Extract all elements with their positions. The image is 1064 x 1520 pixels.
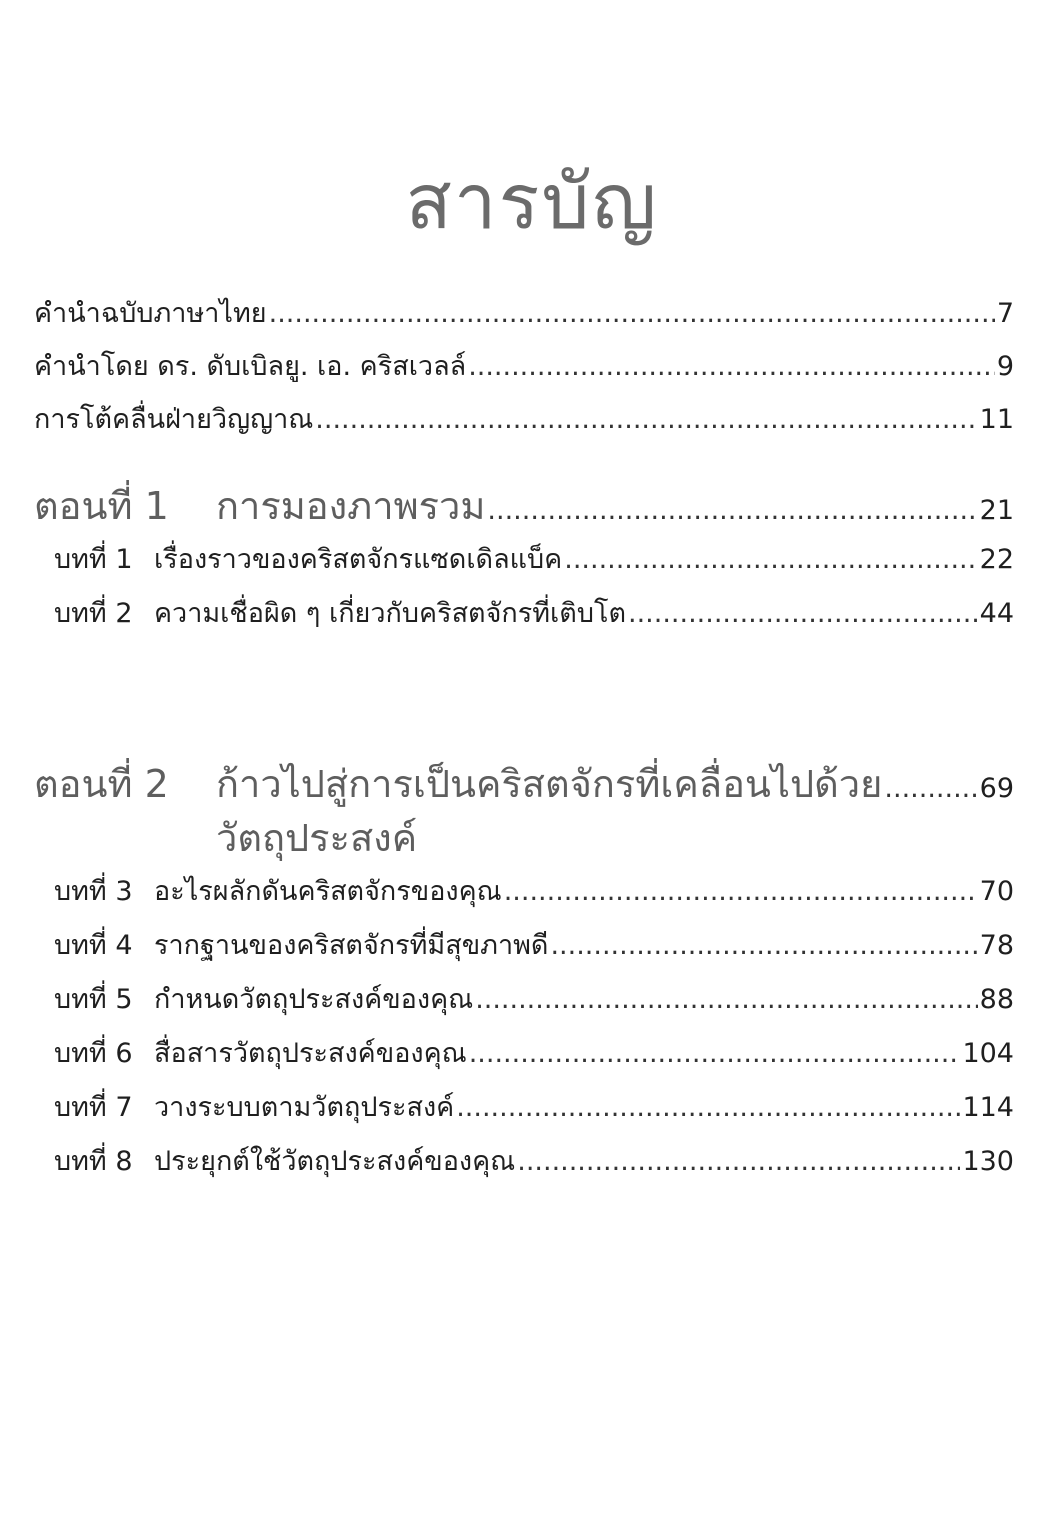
leader-dots — [517, 1142, 960, 1182]
toc-entry-label: การโต้คลื่นฝ่ายวิญญาณ — [34, 404, 314, 435]
leader-dots — [475, 980, 977, 1020]
leader-dots — [564, 540, 977, 580]
chapter-prefix: บทที่ 4 — [54, 930, 133, 961]
leader-dots — [550, 926, 977, 966]
page-title: สารบัญ — [405, 157, 659, 246]
chapter-page: 44 — [979, 598, 1014, 629]
chapter-page: 104 — [962, 1038, 1014, 1069]
leader-dots — [469, 1034, 961, 1074]
chapter-page: 114 — [962, 1092, 1014, 1123]
toc-entry-page: 9 — [996, 351, 1014, 382]
chapter-label: ความเชื่อผิด ๆ เกี่ยวกับคริสตจักรที่เติบโต — [154, 598, 626, 629]
part-page: 21 — [979, 495, 1014, 526]
toc-chapter-1[interactable] — [54, 540, 1014, 580]
leader-dots — [504, 872, 978, 912]
chapter-page: 130 — [962, 1146, 1014, 1177]
chapter-label: อะไรผลักดันคริสตจักรของคุณ — [154, 876, 502, 907]
toc-entry-label: คำนำโดย ดร. ดับเบิลยู. เอ. คริสเวลล์ — [34, 351, 467, 382]
chapter-prefix: บทที่ 3 — [54, 876, 133, 907]
leader-dots — [269, 294, 995, 334]
leader-dots — [628, 594, 978, 634]
chapter-label: กำหนดวัตถุประสงค์ของคุณ — [154, 984, 474, 1015]
toc-chapter-2[interactable] — [54, 594, 1014, 634]
chapter-page: 22 — [979, 544, 1014, 575]
chapter-prefix: บทที่ 2 — [54, 598, 133, 629]
toc-part-1[interactable] — [34, 480, 1014, 537]
chapter-prefix: บทที่ 7 — [54, 1092, 133, 1123]
toc-chapter-6[interactable] — [54, 1034, 1014, 1074]
toc-chapter-4[interactable] — [54, 926, 1014, 966]
part-title-continued: วัตถุประสงค์ — [216, 816, 418, 860]
toc-chapter-3[interactable] — [54, 872, 1014, 912]
part-title: ก้าวไปสู่การเป็นคริสตจักรที่เคลื่อนไปด้วย — [216, 762, 883, 806]
chapter-page: 70 — [979, 876, 1014, 907]
leader-dots — [456, 1088, 960, 1128]
toc-entry-surfing[interactable] — [34, 400, 1014, 440]
toc-chapter-5[interactable] — [54, 980, 1014, 1020]
toc-entry-page: 7 — [996, 298, 1014, 329]
chapter-prefix: บทที่ 6 — [54, 1038, 133, 1069]
part-tag: ตอนที่ 2 — [34, 762, 169, 806]
chapter-prefix: บทที่ 8 — [54, 1146, 133, 1177]
chapter-page: 78 — [979, 930, 1014, 961]
chapter-label: สื่อสารวัตถุประสงค์ของคุณ — [154, 1038, 467, 1069]
chapter-label: รากฐานของคริสตจักรที่มีสุขภาพดี — [154, 930, 549, 961]
toc-chapter-7[interactable] — [54, 1088, 1014, 1128]
chapter-prefix: บทที่ 5 — [54, 984, 133, 1015]
part-tag: ตอนที่ 1 — [34, 484, 169, 528]
chapter-label: ประยุกต์ใช้วัตถุประสงค์ของคุณ — [154, 1146, 516, 1177]
leader-dots — [315, 400, 977, 440]
toc-chapter-8[interactable] — [54, 1142, 1014, 1182]
chapter-label: วางระบบตามวัตถุประสงค์ — [154, 1092, 455, 1123]
leader-dots — [884, 763, 977, 815]
part-title: การมองภาพรวม — [216, 484, 486, 528]
toc-entry-preface-criswell[interactable] — [34, 347, 1014, 387]
chapter-page: 88 — [979, 984, 1014, 1015]
toc-entry-page: 11 — [979, 404, 1014, 435]
leader-dots — [468, 347, 995, 387]
toc-entry-preface-thai[interactable] — [34, 294, 1014, 334]
chapter-prefix: บทที่ 1 — [54, 544, 133, 575]
chapter-label: เรื่องราวของคริสตจักรแซดเดิลแบ็ค — [154, 544, 563, 575]
part-page: 69 — [979, 773, 1014, 804]
toc-entry-label: คำนำฉบับภาษาไทย — [34, 298, 267, 329]
leader-dots — [487, 485, 977, 537]
toc-part-2[interactable] — [34, 758, 1014, 815]
